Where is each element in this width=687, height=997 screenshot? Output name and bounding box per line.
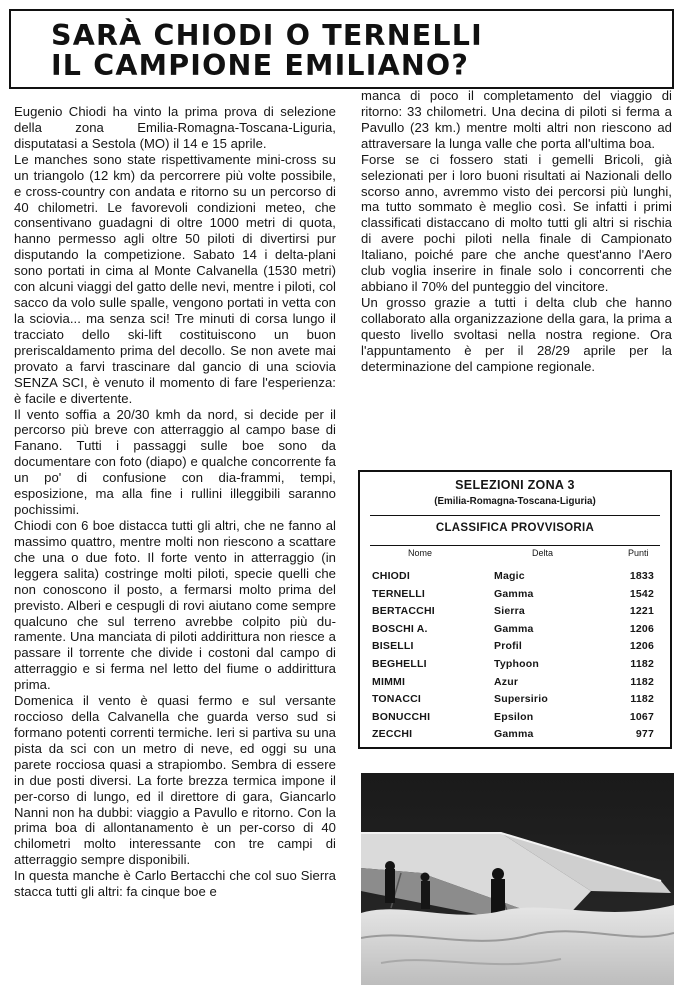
table-row (360, 693, 670, 711)
glider-model: Typhoon (494, 657, 539, 670)
glider-model: Sierra (494, 605, 525, 618)
column-header-delta: Delta (532, 548, 554, 558)
table-row (360, 605, 670, 623)
article-paragraph: Un grosso grazie a tutti i delta club che hanno collaborato alla organizzazione della gara, la prima a questo livello svoltasi nella nostra regione. Ora l'appuntamento è per il 28/29 aprile per la determinazione del campione regionale. (361, 294, 672, 374)
table-divider (370, 515, 660, 516)
table-row (360, 623, 670, 641)
points-value: 977 (635, 728, 654, 741)
table-body (360, 570, 670, 746)
table-caption: CLASSIFICA PROVVISORIA (435, 522, 595, 534)
glider-model: Gamma (494, 728, 534, 741)
article-paragraph: Il vento soffia a 20/30 kmh da nord, si decide per il percorso più breve con atterraggio al campo base di Fanano. Tutti i passaggi sulle boe sono da documentare con foto (diapo) e qualche concorrente fa un po' di confusione con dia-frammi, tempi, esposizione, ma alla fine i rullini illeggibili saranno pochissimi. (14, 406, 336, 518)
article-right-column (361, 88, 672, 375)
table-heading: SELEZIONI ZONA 3 (455, 478, 575, 492)
points-value: 1206 (629, 640, 654, 653)
points-value: 1221 (629, 605, 654, 618)
pilot-name: TONACCI (372, 693, 422, 706)
glider-model: Gamma (494, 587, 534, 600)
article-paragraph: Forse se ci fossero stati i gemelli Bricoli, già selezionati per i loro buoni risultati ai Nazionali dello scorso anno, avremmo visto dei percorsi più lunghi, ma tutto sommato è meglio così. Se infatti i primi classificati distaccano di molto tutti gli altri si rischia di avere pochi piloti nella finale di Campionato Italiano, poiché pare che anche quest'anno l'Aero club voglia inserire in finale solo i concorrenti che abbiano il 70% del punteggio del vincitore. (361, 151, 672, 295)
points-value: 1182 (630, 675, 654, 688)
points-value: 1067 (629, 710, 654, 723)
article-paragraph: Le manches sono state rispettivamente mini-cross su un triangolo (12 km) da percorrere più volte possibile, e cross-country con andata e ritorno su un percorso di 40 chilometri. Le favorevoli condizioni meteo, che consentivano guadagni di oltre 1000 metri di quota, hanno permesso agli oltre 50 piloti di divertirsi pur disputando la competizione. Sabato 14 i delta-plani sono portati in cima al Monte Calvanella (1530 metri) con alcuni viaggi del gatto delle nevi, mentre i piloti, col sacco da volo sulle spalle, vengono portati in vetta con la sciovia... ma senza sci! Tre minuti di corsa lungo il tracciato dello ski-lift costituiscono un buon preriscaldamento prima del decollo. Se non avete mai provato a farvi trascinare dal gancio di una sciovia SENZA SCI, è venuto il momento di fare l'esperienza: è facile e divertente. (14, 151, 336, 406)
headline-line-2: IL CAMPIONE EMILIANO? (51, 49, 470, 82)
points-value: 1182 (630, 693, 654, 706)
table-row (360, 640, 670, 658)
column-header-points: Punti (628, 548, 649, 558)
pilot-name: TERNELLI (372, 587, 425, 600)
hang-glider-on-snow-image (361, 773, 674, 985)
article-paragraph: Chiodi con 6 boe distacca tutti gli altri, che ne fanno al massimo quattro, mentre molti non riescono a scattare che una o due foto. Il forte vento in atterraggio (in leggera salita) costringe molti piloti, specie quelli che non conoscono il posto, a fermarsi molto prima del previsto. Alberi e cespugli di rovi aiutano come sempre qualcuno che sul terreno avrebbe colpito più du-ramente. Una manciata di piloti addirittura non riesce a passare il torrente che divide i costoni dal campo di atterraggio e si ferma nel letto del fiume o addirittura prima. (14, 517, 336, 693)
glider-model: Azur (494, 675, 519, 688)
points-value: 1833 (629, 570, 654, 582)
pilot-name: BOSCHI A. (372, 622, 428, 635)
table-row (360, 711, 670, 729)
headline-line-1: SARÀ CHIODI O TERNELLI (51, 19, 483, 52)
glider-model: Epsilon (494, 710, 534, 723)
article-left-column (14, 104, 336, 900)
table-row (360, 570, 670, 588)
glider-model: Profil (494, 640, 523, 653)
column-header-name: Nome (408, 548, 433, 558)
headline (11, 11, 672, 81)
pilot-name: MIMMI (372, 675, 406, 688)
article-paragraph: manca di poco il completamento del viaggio di ritorno: 33 chilometri. Una decina di piloti si ferma a Pavullo (23 km.) mentre molti altri non riescono ad attraversare la lunga valle che porta all'ultima boa. (361, 88, 672, 151)
pilot-name: BISELLI (372, 640, 414, 653)
table-row (360, 658, 670, 676)
points-value: 1542 (629, 587, 654, 600)
headline-box (9, 9, 674, 89)
table-row (360, 588, 670, 606)
pilot-name: CHIODI (372, 570, 410, 582)
table-row (360, 728, 670, 746)
article-paragraph: Domenica il vento è quasi fermo e sul versante roccioso della Calvanella che guarda verso sud si formano potenti correnti termiche. Ieri si partiva su una pista da sci con un metro di neve, ed oggi su una parete rocciosa quasi a strapiombo. Sembra di essere in due posti diversi. La forte brezza termica impone il per-corso di lungo, ed il direttore di gara, Giancarlo Nanni non ha dubbi: viaggio a Pavullo e ritorno. Con la prima boa di allontanamento è un per-corso di 40 chilometri molto interessante con tre campi di atterraggio sempre disponibili. (14, 693, 336, 868)
pilot-name: BERTACCHI (372, 605, 435, 618)
table-row (360, 676, 670, 694)
pilot-name: BEGHELLI (372, 657, 427, 670)
glider-model: Supersirio (494, 693, 548, 706)
points-value: 1206 (629, 622, 654, 635)
pilot-name: BONUCCHI (372, 710, 431, 723)
article-paragraph: Eugenio Chiodi ha vinto la prima prova di selezione della zona Emilia-Romagna-Toscana-Liguria, disputatasi a Sestola (MO) il 14 e 15 aprile. (14, 104, 336, 151)
glider-model: Magic (494, 570, 525, 582)
hang-glider-photo (361, 773, 674, 985)
table-divider (370, 545, 660, 546)
pilot-name: ZECCHI (372, 728, 413, 741)
results-table (358, 470, 672, 749)
table-subheading: (Emilia-Romagna-Toscana-Liguria) (434, 496, 596, 507)
points-value: 1182 (630, 657, 654, 670)
article-paragraph: In questa manche è Carlo Bertacchi che col suo Sierra stacca tutti gli altri: fa cinque boe e (14, 868, 336, 900)
glider-model: Gamma (494, 622, 534, 635)
